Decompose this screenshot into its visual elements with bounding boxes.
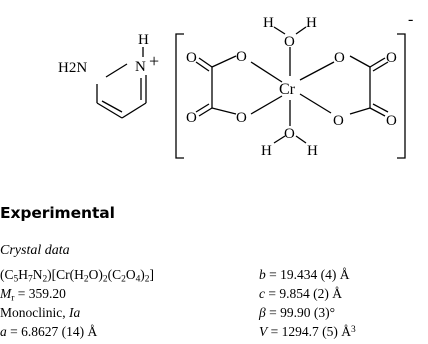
water-bottom-oxygen: O xyxy=(284,126,295,142)
cell-c-line xyxy=(259,284,356,303)
section-heading: Experimental xyxy=(0,204,115,222)
right-oxalate-bonds xyxy=(350,56,388,116)
cell-a-value: = 6.8627 (14) Å xyxy=(6,324,98,339)
water-bottom-h-right: H xyxy=(307,143,318,159)
molar-mass-line: $M_r = 359.20$ xyxy=(0,286,66,304)
cell-c-label: c xyxy=(259,286,265,301)
cell-a-label: a xyxy=(0,324,7,339)
water-top-oxygen: O xyxy=(284,34,295,50)
left-oxalate-bonds xyxy=(196,56,236,116)
water-top-h-left: H xyxy=(263,15,274,31)
amino-group-label: H2N xyxy=(58,60,88,76)
cell-volume-value: = 1294.7 (5) Å xyxy=(267,324,351,339)
right-oxalate-bridging-o-bottom: O xyxy=(333,113,344,129)
cell-b-line xyxy=(259,265,356,284)
cell-c-value: = 9.854 (2) Å xyxy=(265,286,342,301)
cell-beta-value: = 99.90 (3)° xyxy=(265,305,335,320)
cell-b-label: b xyxy=(259,267,266,282)
left-bracket xyxy=(176,34,184,158)
crystal-data-left-column xyxy=(0,265,154,341)
amino-bond xyxy=(97,71,104,76)
cell-volume-label: V xyxy=(259,324,268,339)
chromium-label: Cr xyxy=(279,81,295,98)
cell-b-value: = 19.434 (4) Å xyxy=(265,267,350,282)
right-oxalate-bridging-o-top: O xyxy=(334,50,345,66)
cell-a-line xyxy=(0,322,154,341)
crystal-system-text: Monoclinic, xyxy=(0,305,69,320)
cell-beta-line xyxy=(259,303,356,322)
water-bottom-h-left: H xyxy=(261,143,272,159)
crystal-system-line xyxy=(0,303,154,322)
left-oxalate-carbonyl-o-top: O xyxy=(186,50,197,66)
crystal-data-right-column xyxy=(259,265,356,341)
left-oxalate-carbonyl-o-bottom: O xyxy=(186,110,197,126)
formula-line: $(C_5H_7N_2)[Cr(H_2O)_2(C_2O_4)_2]$ xyxy=(0,267,154,285)
subsection-heading: Crystal data xyxy=(0,243,70,258)
cation-charge-label: + xyxy=(149,51,160,71)
cell-beta-label: β xyxy=(259,305,266,320)
right-oxalate-carbonyl-o-bottom: O xyxy=(386,113,397,129)
molar-mass-value: = 359.20 xyxy=(14,286,66,301)
anion-charge-label: - xyxy=(408,11,414,28)
left-oxalate-bridging-o-top: O xyxy=(236,49,247,65)
cell-volume-line xyxy=(259,322,356,341)
water-top-h-right: H xyxy=(306,15,317,31)
left-oxalate-bridging-o-bottom: O xyxy=(236,110,247,126)
cell-volume-exponent: 3 xyxy=(350,324,356,335)
right-oxalate-carbonyl-o-top: O xyxy=(386,50,397,66)
nh-hydrogen-label: H xyxy=(138,32,149,48)
space-group: Ia xyxy=(69,305,81,320)
pyridinium-nitrogen-label: N xyxy=(135,59,146,75)
right-bracket xyxy=(397,34,405,158)
